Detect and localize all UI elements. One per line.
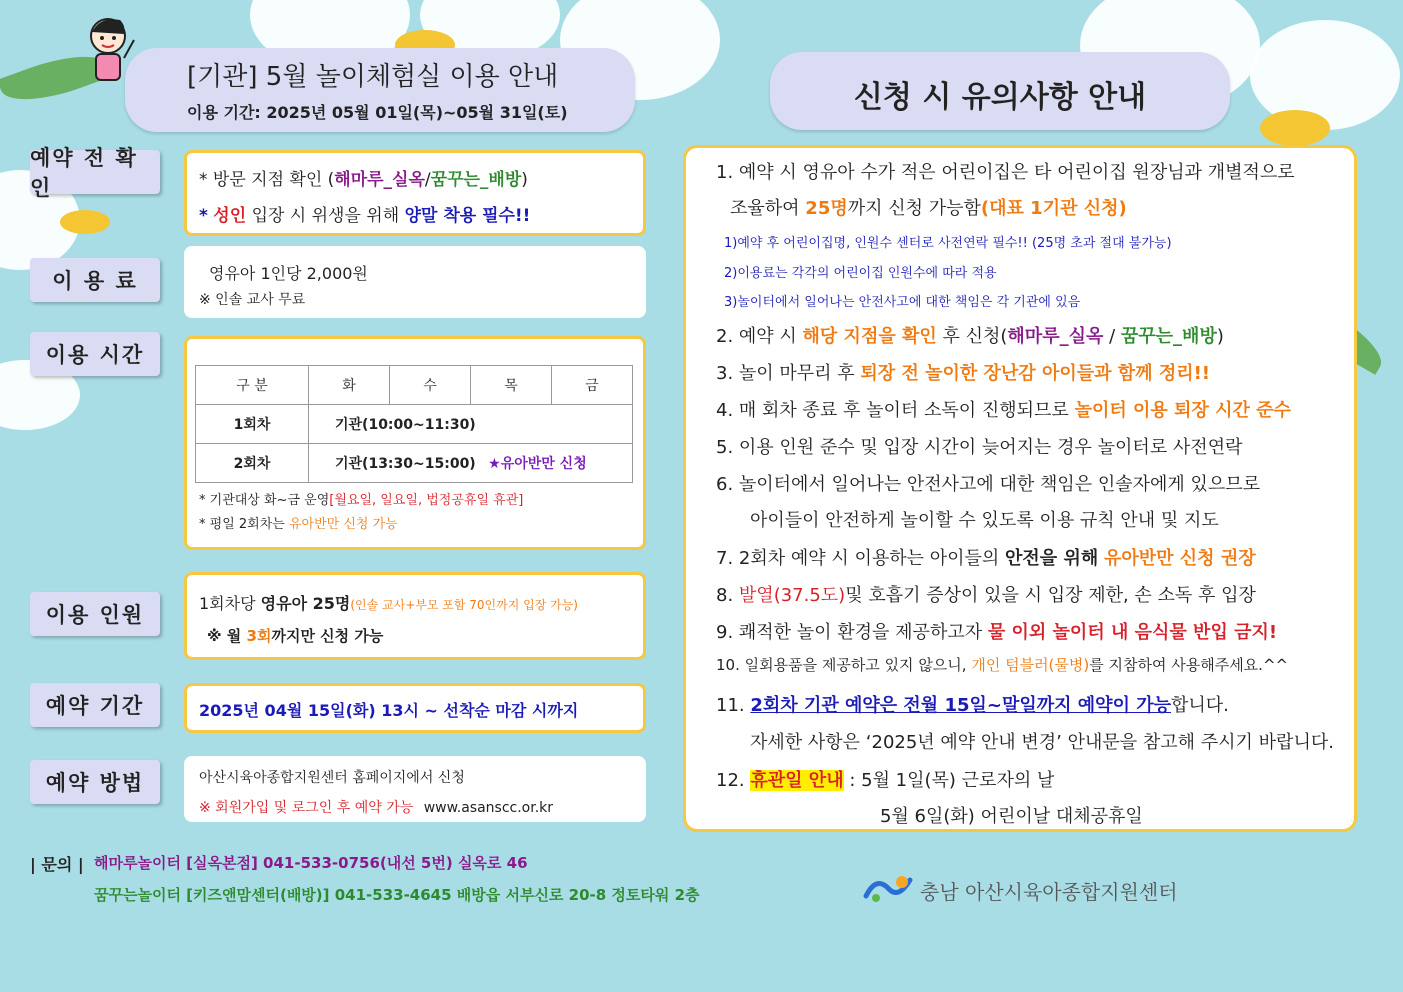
notice-2-end: ) (1216, 326, 1224, 347)
people-month-limit: 3회 (246, 627, 272, 645)
notice-7 (716, 544, 1256, 570)
visit-branch-prefix: * 방문 지점 확인 ( (199, 170, 335, 190)
notice-sub-2: 2)이용료는 각각의 어린이집 인원수에 따라 적용 (724, 266, 997, 281)
method-line-1: 아산시육아종합지원센터 홈페이지에서 신청 (199, 770, 465, 786)
notice-10-suffix: 를 지참하여 사용해주세요.^^ (1089, 656, 1289, 674)
notice-8 (716, 581, 1256, 607)
notice-7-prefix: 7. 2회차 예약 시 이용하는 아이들의 (716, 548, 1000, 569)
box-method (184, 756, 646, 822)
label-fee: 이 용 료 (30, 258, 160, 302)
socks-line (199, 201, 530, 226)
header-thu: 목 (470, 366, 551, 405)
label-method: 예약 방법 (30, 760, 160, 804)
notice-11-num: 11. (716, 695, 745, 716)
session-2-note: ★유아반만 신청 (488, 456, 587, 472)
notice-10-prefix: 10. 일회용품을 제공하고 있지 않으니, (716, 656, 967, 674)
people-paren: (인솔 교사+부모 포함 70인까지 입장 가능) (350, 598, 578, 612)
socks-star: * (199, 206, 208, 226)
contact-line-2: 꿈꾸는놀이터 [키즈앤맘센터(배방)] 041-533-4645 배방읍 서부신로 20-8 정토타워 2층 (94, 886, 700, 904)
visit-branch-suffix: ) (521, 170, 528, 190)
right-title: 신청 시 유의사항 안내 (853, 80, 1147, 115)
notice-sub-1: 1)예약 후 어린이집명, 인원수 센터로 사전연락 필수!! (25명 초과 절대 불가능) (724, 236, 1172, 251)
people-prefix: 1회차당 (199, 594, 256, 613)
notice-9-prefix: 9. 쾌적한 놀이 환경을 제공하고자 (716, 622, 983, 643)
notice-4-prefix: 4. 매 회차 종료 후 놀이터 소독이 진행되므로 (716, 400, 1069, 421)
session-1: 1회차 (196, 405, 309, 444)
notice-2-mid: 후 신청( (942, 326, 1008, 347)
method-login-note: ※ 회원가입 및 로그인 후 예약 가능 (199, 800, 414, 816)
notice-11a (716, 691, 1229, 717)
box-time (184, 336, 646, 550)
notice-2-slash: / (1103, 326, 1121, 347)
notice-12-highlight: 휴관일 안내 (750, 770, 844, 791)
left-title: [기관] 5월 놀이체험실 이용 안내 (187, 62, 559, 92)
table-row (196, 405, 633, 444)
visit-branch-line (199, 165, 528, 190)
notice-7-bold: 안전을 위해 (1005, 548, 1099, 569)
notice-2 (716, 322, 1224, 348)
notice-2-branch1: 해마루_실옥 (1007, 326, 1104, 347)
notice-box (683, 145, 1357, 832)
people-count: 영유아 25명 (260, 594, 351, 613)
branch-slash: / (424, 170, 431, 190)
notice-7-orange: 유아반만 신청 권장 (1103, 548, 1256, 569)
usage-period: 이용 기간: 2025년 05월 01일(목)~05월 31일(토) (187, 103, 568, 122)
people-line-1 (199, 591, 578, 614)
time-note-1 (199, 489, 523, 508)
right-title-banner (770, 52, 1230, 130)
notice-12a (716, 766, 1054, 792)
notice-1b-mid: 까지 신청 가능함 (847, 198, 981, 219)
left-title-banner (125, 48, 635, 132)
notice-4 (716, 396, 1291, 422)
label-period: 예약 기간 (30, 683, 160, 727)
notice-12-a: : 5월 1일(목) 근로자의 날 (849, 770, 1055, 791)
label-people: 이용 인원 (30, 592, 160, 636)
notice-9 (716, 618, 1277, 644)
center-logo-icon (862, 872, 914, 906)
label-time: 이용 시간 (30, 332, 160, 376)
notice-12b: 5월 6일(화) 어린이날 대체공휴일 (880, 806, 1143, 827)
socks-mid: 입장 시 위생을 위해 (251, 206, 400, 226)
session-1-time: 기관(10:00~11:30) (309, 405, 633, 444)
website-link[interactable]: www.asanscc.or.kr (423, 800, 554, 816)
notice-1a: 1. 예약 시 영유아 수가 적은 어린이집은 타 어린이집 원장님과 개별적으로 (716, 162, 1295, 183)
method-line-2 (199, 797, 553, 817)
notice-4-orange: 놀이터 이용 퇴장 시간 준수 (1074, 400, 1291, 421)
notice-11-blue: 2회차 기관 예약은 전월 15일~말일까지 예약이 가능 (750, 695, 1171, 716)
time-note-2-prefix: * 평일 2회차는 (199, 517, 285, 532)
header-wed: 수 (389, 366, 470, 405)
socks-required: 양말 착용 필수!! (404, 206, 531, 226)
notice-11-suffix: 합니다. (1171, 695, 1229, 716)
reservation-period: 2025년 04월 15일(화) 13시 ~ 선착순 마감 시까지 (199, 701, 579, 720)
label-pre-check: 예약 전 확인 (30, 150, 160, 194)
fee-teacher-free: ※ 인솔 교사 무료 (199, 292, 306, 308)
box-fee (184, 246, 646, 318)
header-fri: 금 (551, 366, 632, 405)
box-people (184, 572, 646, 660)
schedule-header-row (196, 366, 633, 405)
notice-1b-num: 25명 (805, 198, 848, 219)
notice-2-branch2: 꿈꾸는_배방 (1120, 326, 1217, 347)
notice-3-orange: 퇴장 전 놀이한 장난감 아이들과 함께 정리!! (860, 363, 1211, 384)
notice-2-prefix: 2. 예약 시 (716, 326, 797, 347)
center-name: 충남 아산시육아종합지원센터 (920, 880, 1178, 904)
people-line-2 (207, 625, 383, 646)
header-category: 구 분 (196, 366, 309, 405)
branch-haemaru: 해마루_실옥 (334, 170, 425, 190)
box-period (184, 683, 646, 733)
notice-10-orange: 개인 텀블러(물병) (971, 656, 1090, 674)
adult-text: 성인 (213, 206, 247, 226)
notice-3 (716, 359, 1210, 385)
notice-9-red: 물 이외 놀이터 내 음식물 반입 금지! (987, 622, 1278, 643)
notice-12-num: 12. (716, 770, 745, 791)
notice-3-prefix: 3. 놀이 마무리 후 (716, 363, 855, 384)
notice-1b (730, 194, 1127, 220)
notice-8-fever: 발열(37.5도) (738, 585, 846, 606)
session-2: 2회차 (196, 444, 309, 483)
notice-6b: 아이들이 안전하게 놀이할 수 있도록 이용 규칙 안내 및 지도 (750, 510, 1219, 531)
notice-1b-prefix: 조율하여 (730, 198, 800, 219)
branch-kkumkkuneun: 꿈꾸는_배방 (430, 170, 522, 190)
people-month-suffix: 까지만 신청 가능 (271, 627, 384, 645)
session-2-time: 기관(13:30~15:00) (335, 456, 476, 472)
session-2-cell (309, 444, 633, 483)
box-pre-check (184, 150, 646, 236)
notice-5: 5. 이용 인원 준수 및 입장 시간이 늦어지는 경우 놀이터로 사전연락 (716, 437, 1243, 458)
notice-6a: 6. 놀이터에서 일어나는 안전사고에 대한 책임은 인솔자에게 있으므로 (716, 474, 1261, 495)
table-row (196, 444, 633, 483)
header-tue: 화 (309, 366, 390, 405)
notice-sub-3: 3)놀이터에서 일어나는 안전사고에 대한 책임은 각 기관에 있음 (724, 295, 1081, 310)
people-month-prefix: ※ 월 (207, 627, 242, 645)
time-note-1-prefix: * 기관대상 화~금 운영 (199, 493, 330, 508)
time-note-2-orange: 유아반만 신청 가능 (288, 517, 398, 532)
notice-8-prefix: 8. (716, 585, 734, 606)
contact-line-1: 해마루놀이터 [실옥본점] 041-533-0756(내선 5번) 실옥로 46 (94, 854, 528, 872)
fee-per-child: 영유아 1인당 2,000원 (209, 264, 368, 283)
contact-label: | 문의 | (30, 855, 84, 874)
notice-2-orange: 해당 지점을 확인 (802, 326, 937, 347)
notice-11b: 자세한 사항은 ‘2025년 예약 안내 변경’ 안내문을 참고해 주시기 바랍니다. (750, 732, 1334, 753)
schedule-table (195, 365, 633, 483)
notice-1b-paren: (대표 1기관 신청) (980, 198, 1127, 219)
time-note-2 (199, 513, 398, 532)
notice-8-suffix: 및 호흡기 증상이 있을 시 입장 제한, 손 소독 후 입장 (845, 585, 1256, 606)
closed-days: [월요일, 일요일, 법정공휴일 휴관] (329, 493, 524, 508)
notice-10 (716, 654, 1288, 675)
